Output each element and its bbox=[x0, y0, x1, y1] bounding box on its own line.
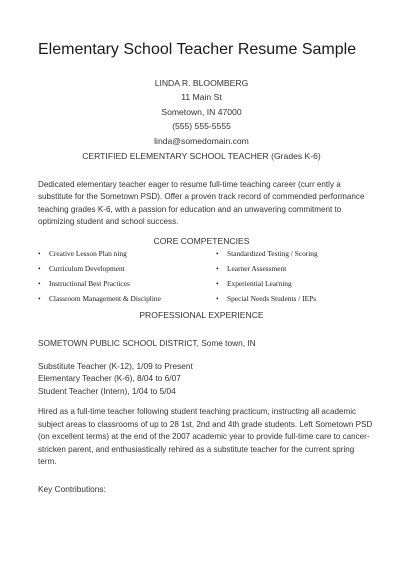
competency-label: Instructional Best Practices bbox=[49, 279, 130, 288]
competency-label: Special Needs Students / IEPs bbox=[227, 294, 317, 303]
competency-label: Classroom Management & Discipline bbox=[49, 294, 161, 303]
contact-phone: (555) 555-5555 bbox=[172, 121, 231, 132]
competency-item bbox=[38, 292, 161, 307]
resume-subtitle: CERTIFIED ELEMENTARY SCHOOL TEACHER (Grades K-6) bbox=[82, 151, 321, 161]
competency-item bbox=[38, 277, 161, 292]
contact-email: linda@somedomain.com bbox=[154, 135, 249, 146]
roles-block bbox=[38, 360, 193, 397]
bullet-icon: • bbox=[38, 279, 41, 288]
competency-item bbox=[38, 247, 161, 262]
contact-name: LINDA R. BLOOMBERG bbox=[154, 78, 249, 88]
role-line: Elementary Teacher (K-6), 8/04 to 6/07 bbox=[38, 373, 181, 384]
bullet-icon: • bbox=[38, 294, 41, 303]
competencies-heading: CORE COMPETENCIES bbox=[153, 236, 250, 246]
competency-item bbox=[216, 277, 318, 292]
bullet-icon: • bbox=[216, 294, 219, 303]
competencies-right-list bbox=[216, 247, 318, 307]
competency-label: Creative Lesson Plan ning bbox=[49, 249, 127, 258]
competency-item bbox=[38, 262, 161, 277]
competency-label: Experiential Learning bbox=[227, 279, 292, 288]
bullet-icon: • bbox=[38, 264, 41, 273]
role-line: Student Teacher (Intern), 1/04 to 5/04 bbox=[38, 385, 176, 396]
competency-label: Standardized Testing / Scoring bbox=[227, 249, 318, 258]
experience-heading: PROFESSIONAL EXPERIENCE bbox=[139, 310, 264, 320]
competency-item bbox=[216, 262, 318, 277]
bullet-icon: • bbox=[216, 279, 219, 288]
role-line: Substitute Teacher (K-12), 1/09 to Present bbox=[38, 361, 193, 371]
bullet-icon: • bbox=[216, 249, 219, 258]
key-contributions-label: Key Contributions: bbox=[38, 484, 106, 494]
competency-label: Learner Assessment bbox=[227, 264, 287, 273]
bullet-icon: • bbox=[216, 264, 219, 273]
contact-city: Sometown, IN 47000 bbox=[161, 106, 242, 117]
contact-street: 11 Main St bbox=[181, 92, 222, 103]
bullet-icon: • bbox=[38, 249, 41, 258]
document-title: Elementary School Teacher Resume Sample bbox=[38, 41, 357, 58]
competency-item bbox=[216, 247, 318, 262]
employer-line: SOMETOWN PUBLIC SCHOOL DISTRICT, Some town, IN bbox=[38, 338, 256, 348]
competencies-left-list bbox=[38, 247, 161, 307]
contact-block bbox=[0, 76, 403, 148]
competency-item bbox=[216, 292, 318, 307]
experience-paragraph: Hired as a full-time teacher following student teaching practicum, instructing all academic subject areas to classrooms of up to 28 1st, 2nd and 4th grade students. Left Sometown PSD (on excellent terms) at the end of the 2007 academic year to provide full-time care to cancer-stricken parent, and enthusiastically rehired as a substitute teacher for the current spring term. bbox=[38, 407, 373, 467]
summary-paragraph: Dedicated elementary teacher eager to resume full-time teaching career (curr ently a substitute for the Sometown PSD). Offer a proven track record of commended performance teaching grades K-6, with a passion for education and an unwavering commitment to optimizing student and school success. bbox=[38, 180, 365, 226]
competency-label: Curriculum Development bbox=[49, 264, 125, 273]
